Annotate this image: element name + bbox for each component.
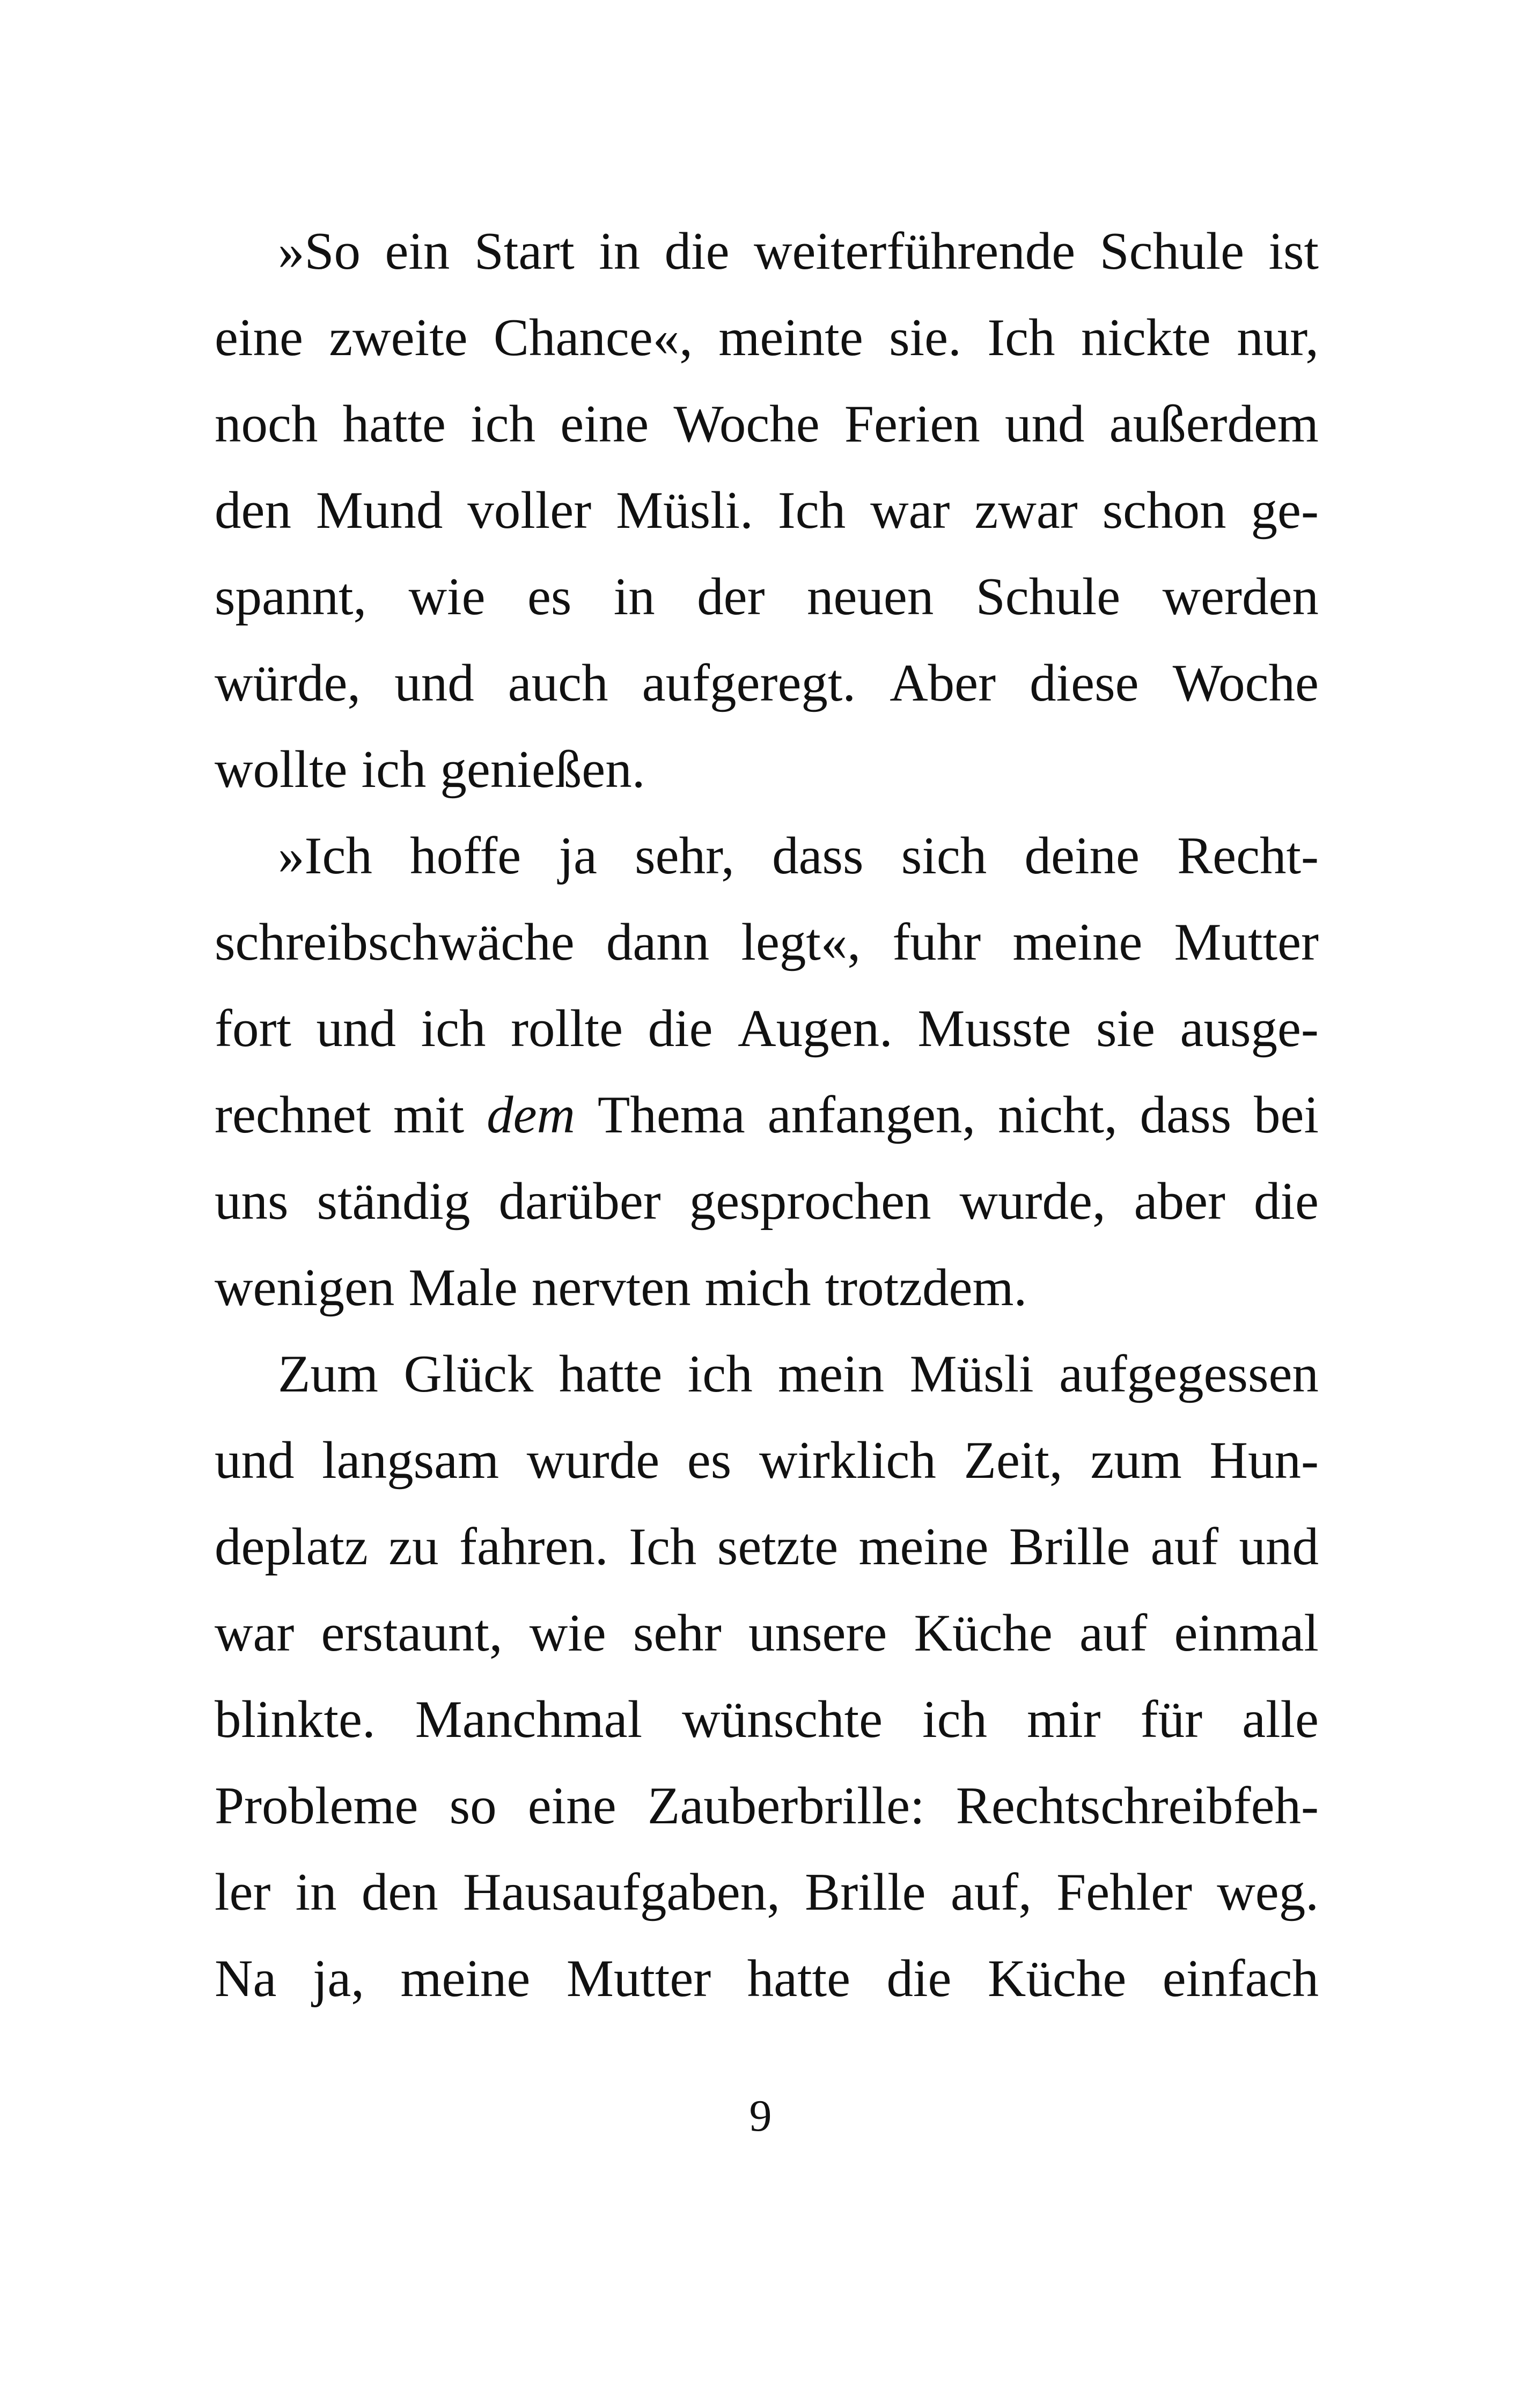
- text-line: und langsam wurde es wirklich Zeit, zum Hun-: [215, 1431, 1319, 1490]
- text-line: deplatz zu fahren. Ich setzte meine Brille auf und: [215, 1518, 1319, 1576]
- text-line: Na ja, meine Mutter hatte die Küche einfach: [215, 1949, 1319, 2008]
- text-line: Probleme so eine Zauberbrille: Rechtschreibfeh-: [215, 1777, 1319, 1835]
- text-line: ler in den Hausaufgaben, Brille auf, Fehler weg.: [215, 1863, 1319, 1921]
- text-line: war erstaunt, wie sehr unsere Küche auf einmal: [215, 1604, 1319, 1662]
- text-line: blinkte. Manchmal wünschte ich mir für alle: [215, 1690, 1319, 1749]
- text-line: wenigen Male nervten mich trotzdem.: [215, 1258, 1027, 1317]
- text-line: noch hatte ich eine Woche Ferien und außerdem: [215, 395, 1319, 453]
- body-text: [215, 208, 1319, 2022]
- paragraph: [215, 1331, 1319, 2022]
- paragraph: [215, 813, 1319, 1331]
- text-line: den Mund voller Müsli. Ich war zwar schon ge-: [215, 481, 1319, 540]
- text-line: fort und ich rollte die Augen. Musste sie ausge-: [215, 999, 1319, 1058]
- text-line: wollte ich genießen.: [215, 740, 645, 799]
- text-line: »Ich hoffe ja sehr, dass sich deine Recht-: [278, 827, 1319, 885]
- text-line: uns ständig darüber gesprochen wurde, aber die: [215, 1172, 1319, 1231]
- text-line: würde, und auch aufgeregt. Aber diese Woche: [215, 654, 1319, 712]
- text-line: schreibschwäche dann legt«, fuhr meine Mutter: [215, 913, 1319, 971]
- text-line: Zum Glück hatte ich mein Müsli aufgegessen: [278, 1345, 1319, 1403]
- text-line: spannt, wie es in der neuen Schule werden: [215, 568, 1319, 626]
- paragraph: [215, 208, 1319, 813]
- text-line: »So ein Start in die weiterführende Schule ist: [278, 222, 1319, 281]
- page-number: 9: [749, 2091, 772, 2141]
- text-line: rechnet mit dem Thema anfangen, nicht, dass bei: [215, 1086, 1319, 1144]
- text-line: eine zweite Chance«, meinte sie. Ich nickte nur,: [215, 308, 1319, 367]
